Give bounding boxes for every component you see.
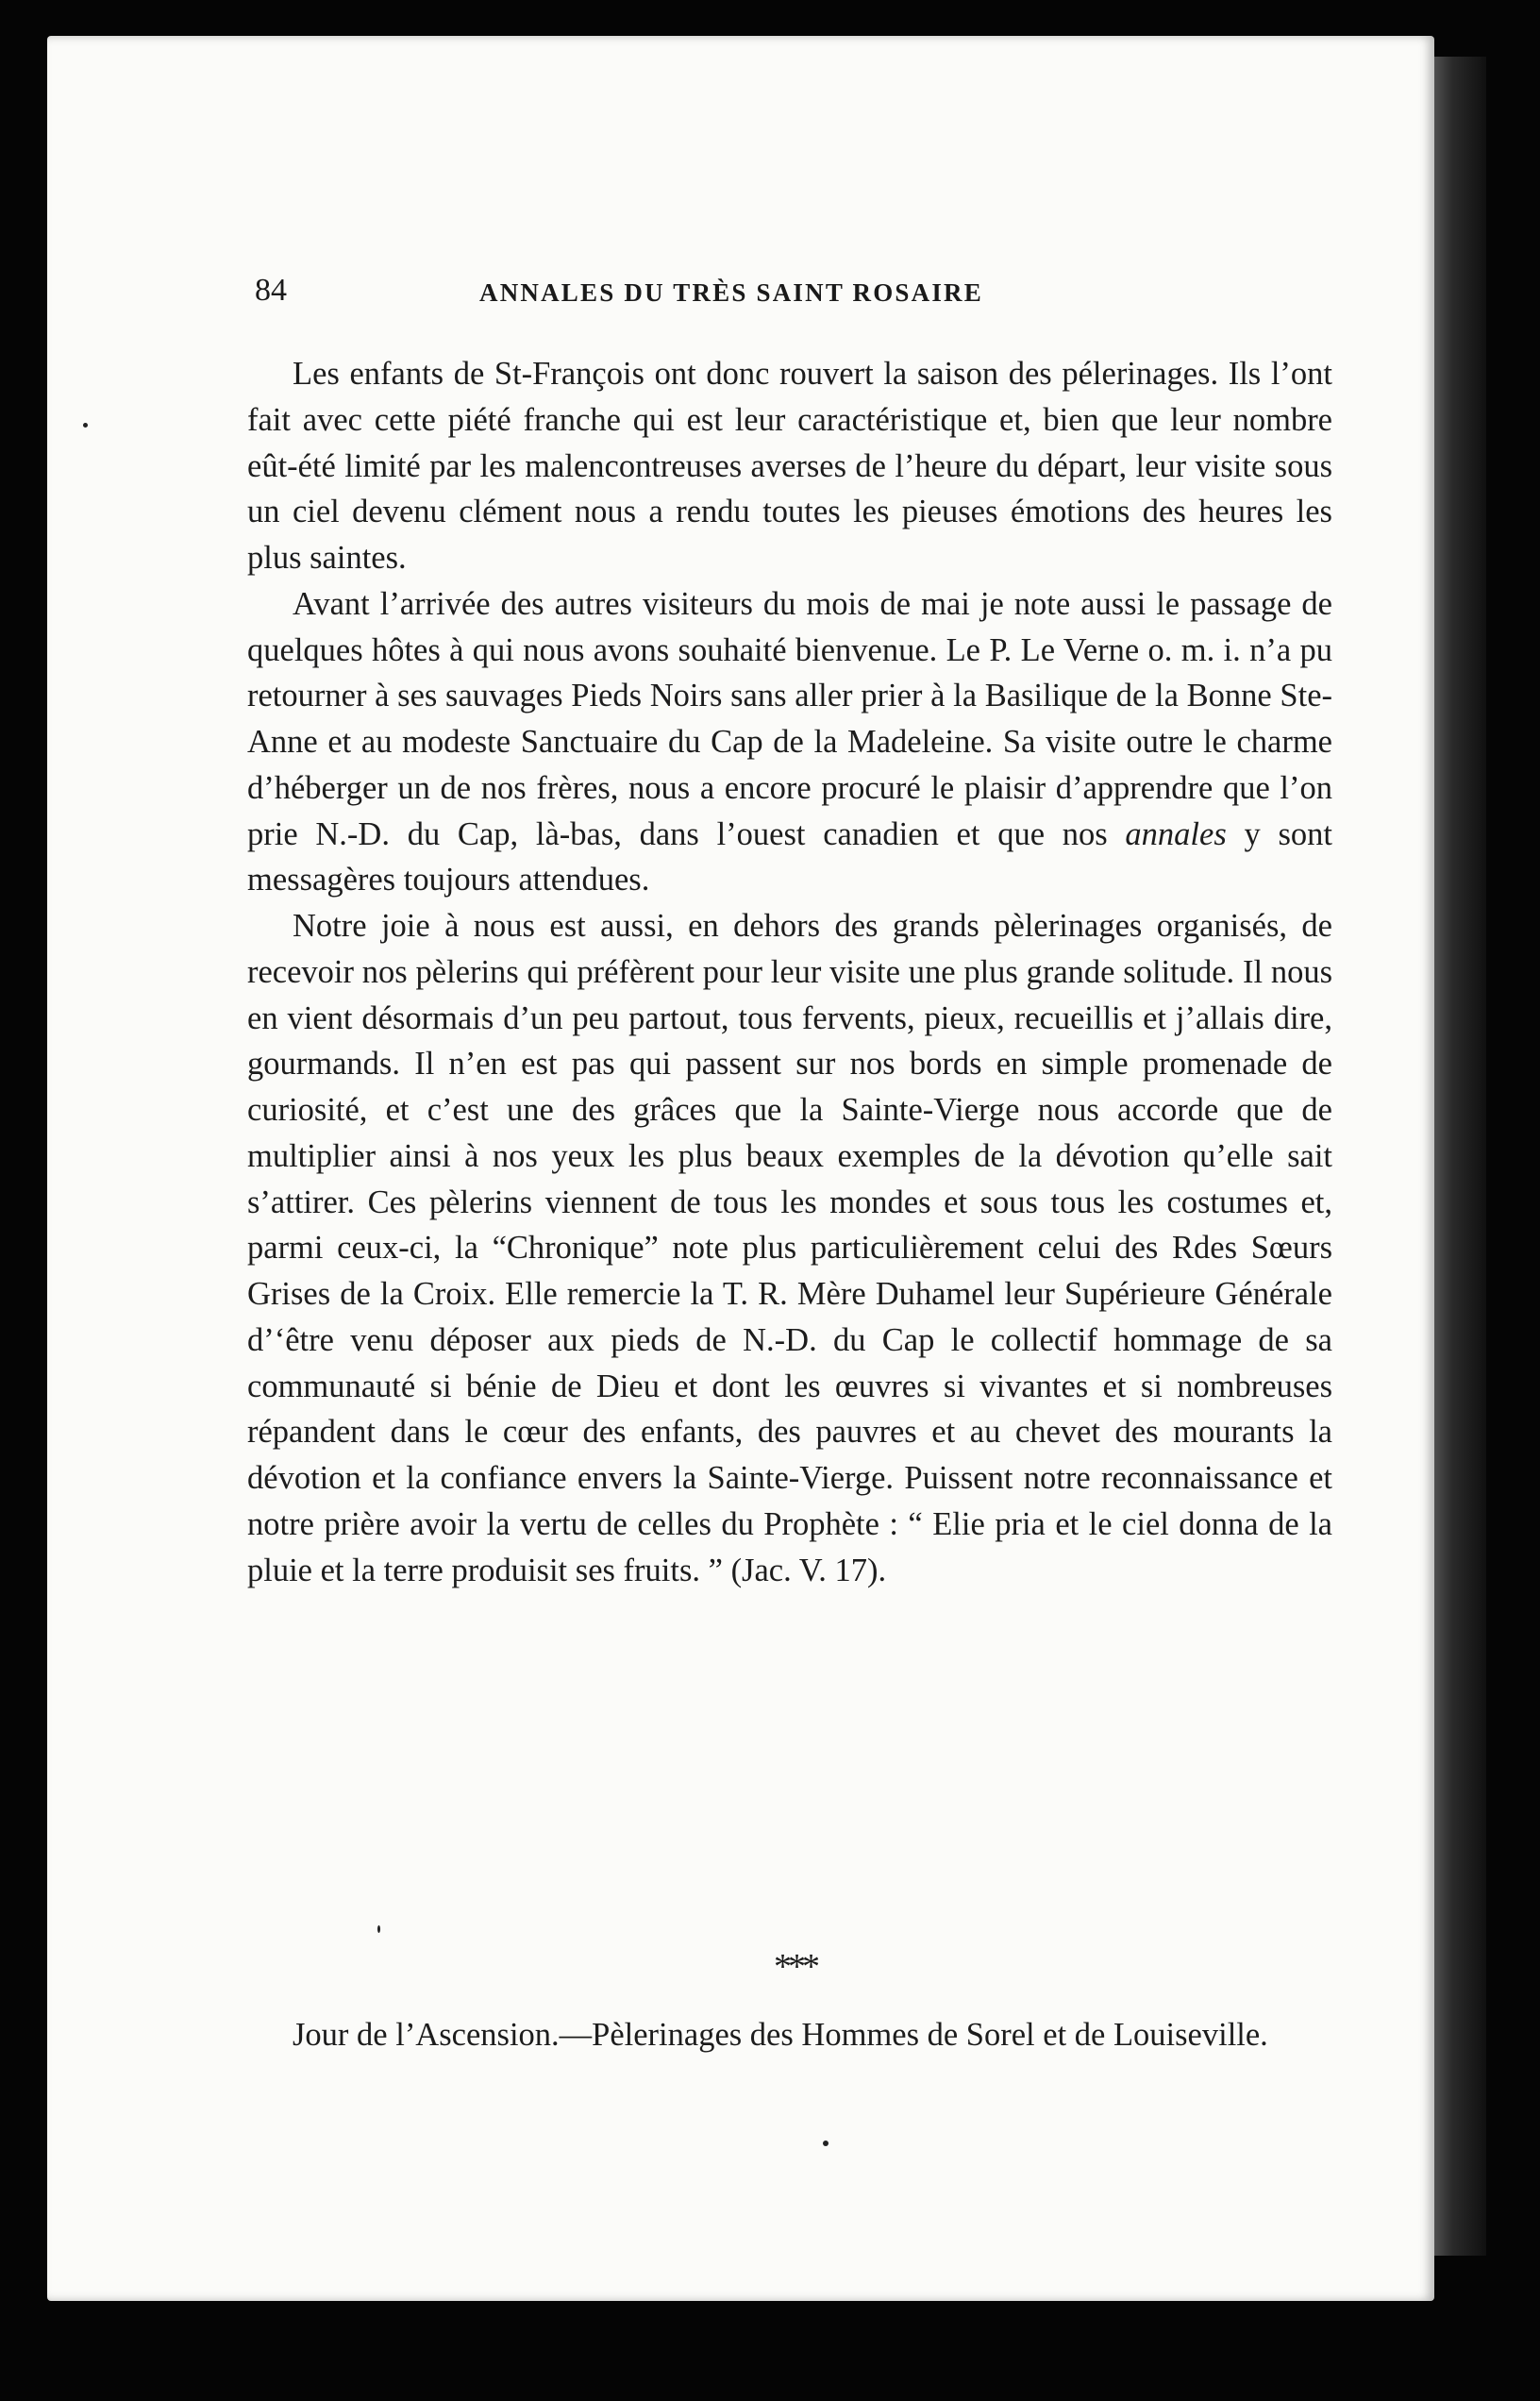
body-text <box>247 351 1332 1593</box>
paragraph-2-text-b: y sont messagères toujours attendues. <box>247 815 1332 898</box>
scan-speck <box>823 2141 829 2146</box>
paragraph-2-italic-word: annales <box>1125 815 1227 852</box>
running-head <box>255 272 1132 310</box>
paragraph-2 <box>247 581 1332 903</box>
section-separator-asterism: *** <box>774 1947 816 1987</box>
scan-speck <box>83 423 88 428</box>
page-number: 84 <box>255 273 287 308</box>
paragraph-1: Les enfants de St-François ont donc rouvert la saison des pélerinages. Ils l’ont fait avec cette piété franche qui est leur caractéristique et, bien que leur nombre eût-été limité par les malencontreuses averses de l’heure du départ, leur visite sous un ciel devenu clément nous a rendu toutes les pieuses émotions des heures les plus saintes. <box>247 356 1332 576</box>
paragraph-2-text-a: Avant l’arrivée des autres visiteurs du mois de mai je note aussi le passage de quelques hôtes à qui nous avons souhaité bienvenue. Le P. Le Verne o. m. i. n’a pu retourner à ses sauvages Pieds Noirs sans aller prier à la Basilique de la Bonne Ste-Anne et au modeste Sanctuaire du Cap de la Madeleine. Sa visite outre le charme d’héberger un de nos frères, nous a encore procuré le plaisir d’apprendre que l’on prie N.-D. du Cap, là-bas, dans l’ouest canadien et que nos <box>247 585 1332 852</box>
book-spine-edge <box>1430 57 1486 2256</box>
running-head-title: ANNALES DU TRÈS SAINT ROSAIRE <box>479 278 983 307</box>
section-heading-paragraph: Jour de l’Ascension.—Pèlerinages des Hommes de Sorel et de Louiseville. <box>293 2017 1268 2053</box>
paragraph-3: Notre joie à nous est aussi, en dehors des grands pèlerinages organisés, de recevoir nos pèlerins qui préfèrent pour leur visite une plus grande solitude. Il nous en vient désormais d’un peu partout, tous fervents, pieux, recueillis et j’allais dire, gourmands. Il n’en est pas qui passent sur nos bords en simple promenade de curiosité, et c’est une des grâces que la Sainte-Vierge nous accorde que de multiplier ainsi à nos yeux les plus beaux exemples de la dévotion qu’elle sait s’attirer. Ces pèlerins viennent de tous les mondes et sous tous les costumes et, parmi ceux-ci, la “Chronique” note plus particulièrement celui des Rdes Sœurs Grises de la Croix. Elle remercie la T. R. Mère Duhamel leur Supérieure Générale d’‘être venu déposer aux pieds de N.-D. du Cap le collectif hommage de sa communauté si bénie de Dieu et dont les œuvres si vivantes et si nombreuses répandent dans le cœur des enfants, des pauvres et au chevet des mourants la dévotion et la confiance envers la Sainte-Vierge. Puissent notre reconnaissance et notre prière avoir la vertu de celles du Prophète : “ Elie pria et le ciel donna de la pluie et la terre produisit ses fruits. ” (Jac. V. 17). <box>247 908 1332 1588</box>
scan-speck <box>377 1925 380 1933</box>
